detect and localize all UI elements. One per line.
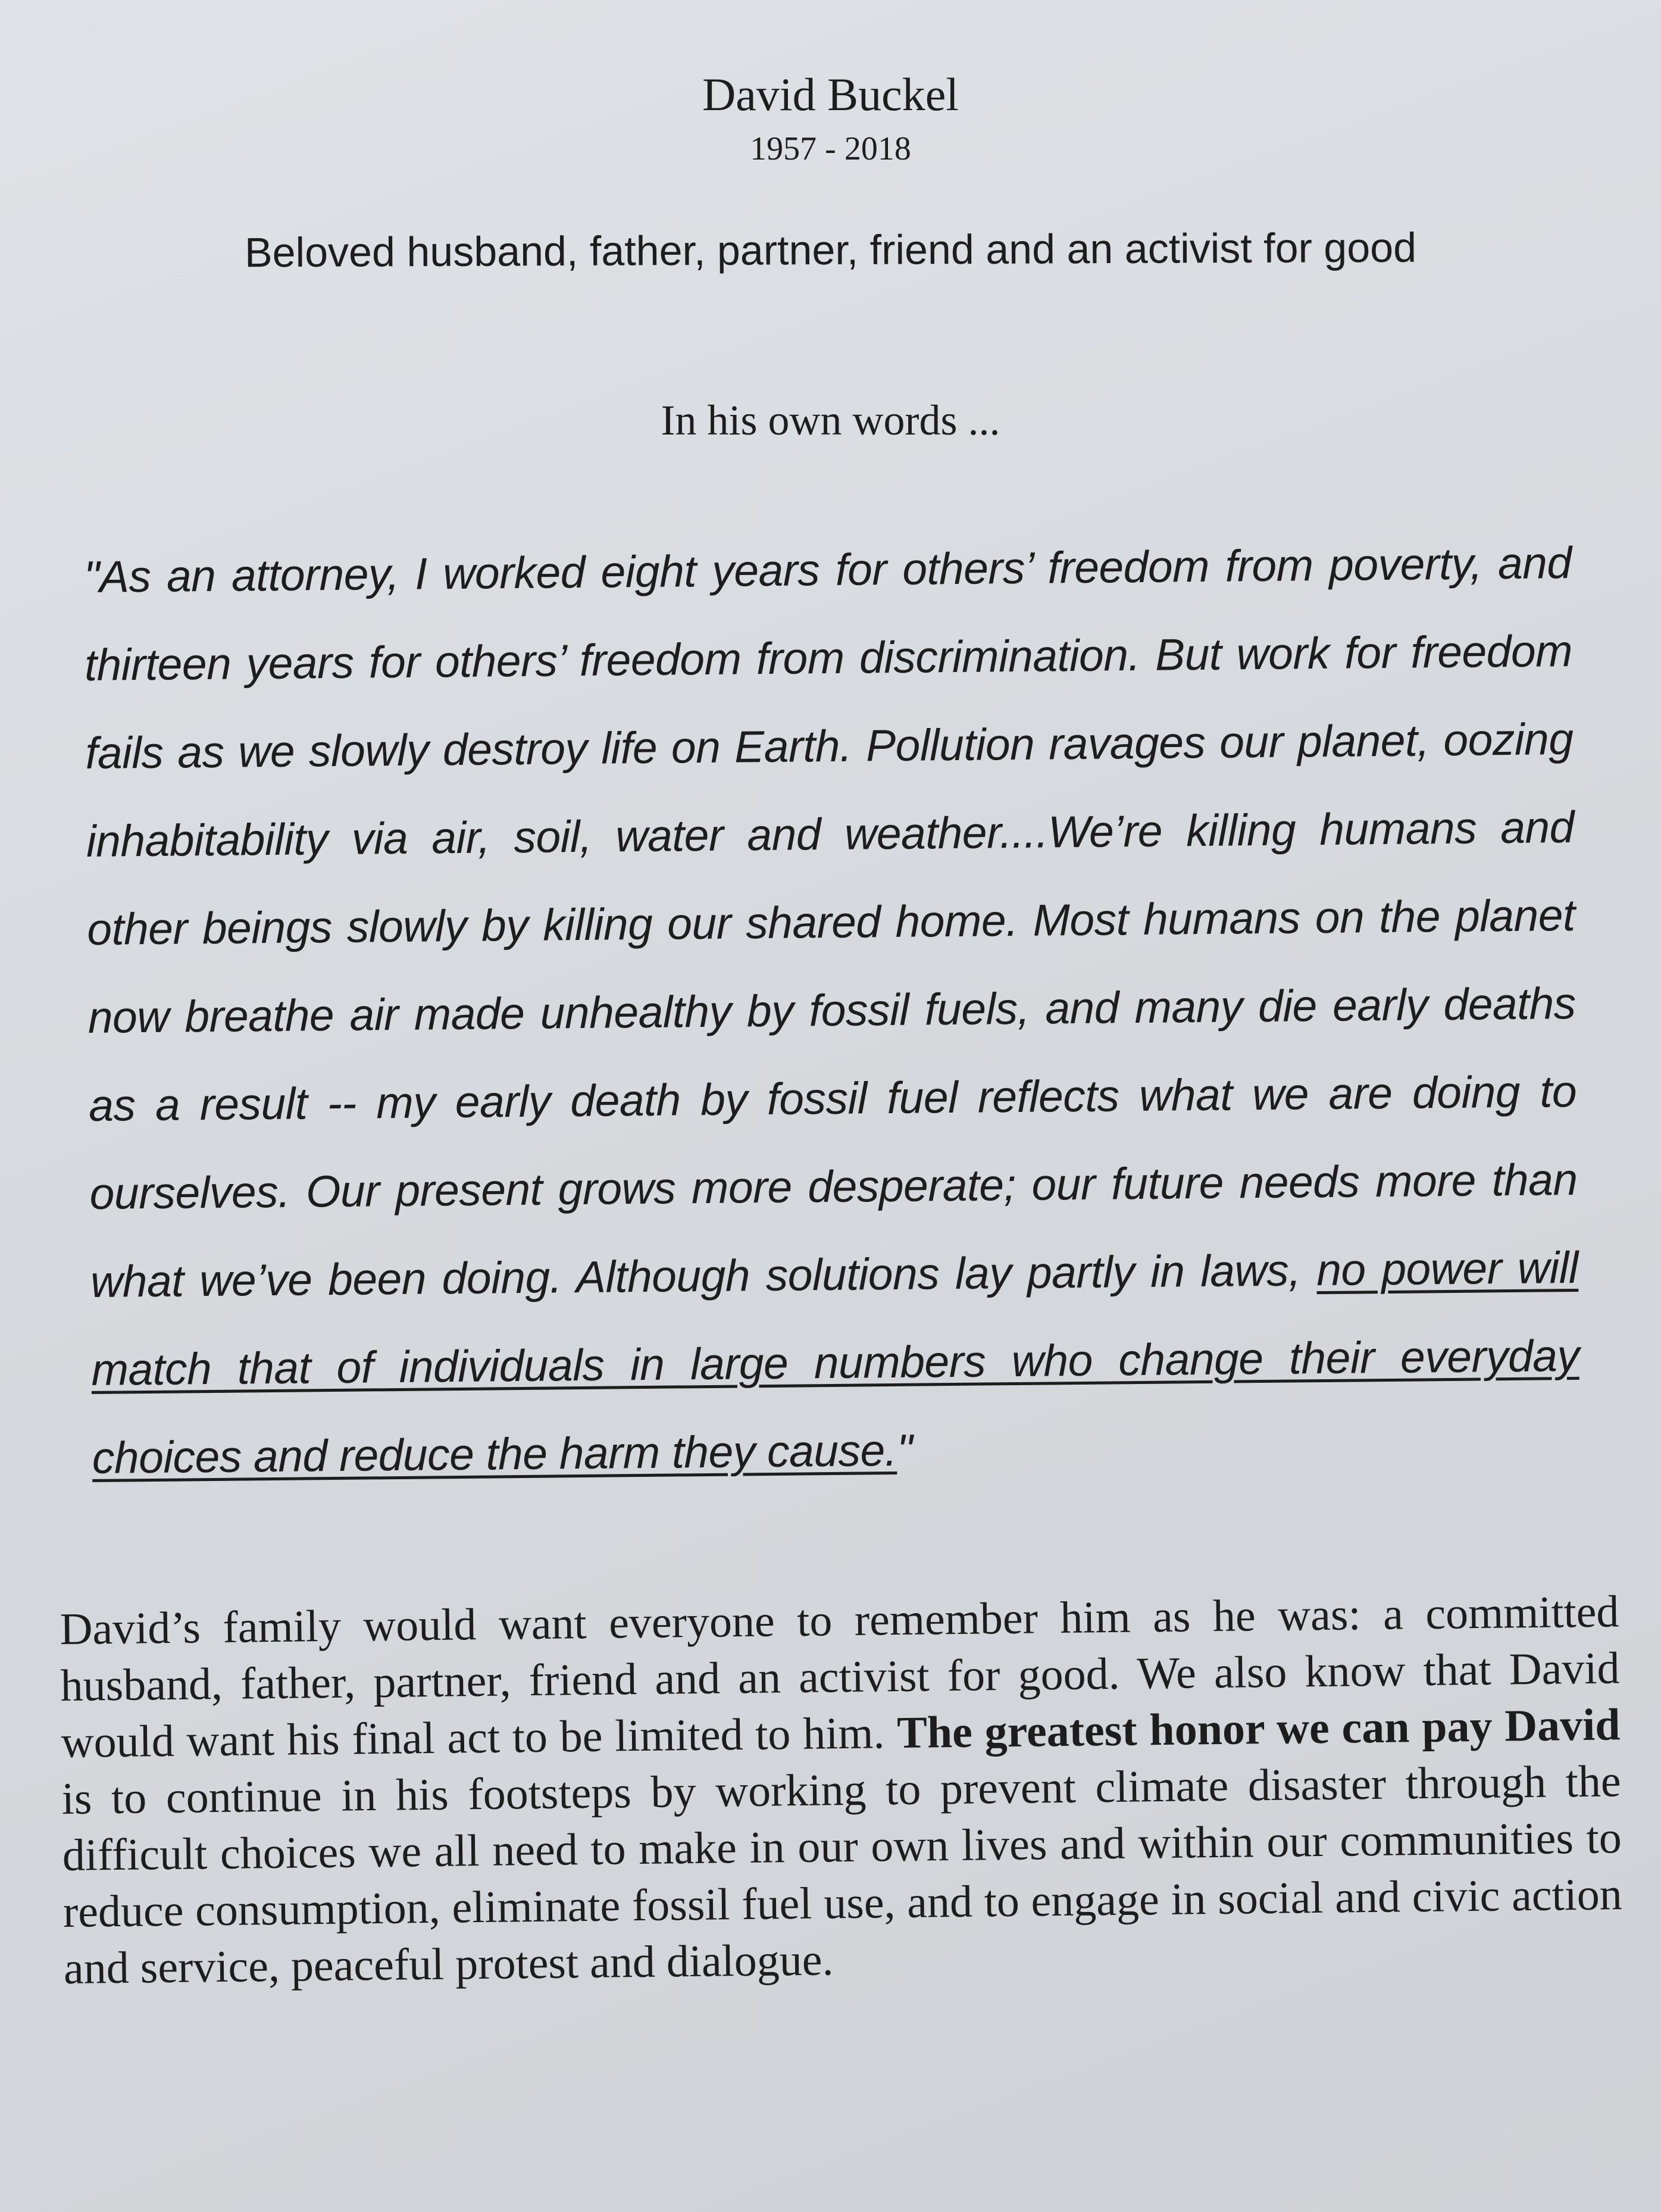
- quote-block: [83, 518, 1581, 1502]
- memorial-name: David Buckel: [702, 68, 959, 120]
- quote-underlined-text: no power will match that of individuals in large numbers who change their everyday choices and reduce the harm they cause.: [91, 1242, 1579, 1483]
- quote-closing-mark: ": [896, 1424, 913, 1475]
- quote-intro: In his own words ...: [661, 396, 1000, 444]
- quote-text: "As an attorney, I worked eight years for others’ freedom from poverty, and thirteen years for others’ freedom from discrimination. But work for freedom fails as we slowly destroy life on Earth. Pollution ravages our planet, oozing inhabitability via air, soil, water and weather....We’re killing humans and other beings slowly by killing our shared home. Most humans on the planet now breathe air made unhealthy by fossil fuels, and many die early deaths as a result -- my early death by fossil fuel reflects what we are doing to ourselves. Our present grows more desperate; our future needs more than what we’ve been doing. Although solutions lay partly in laws,: [83, 538, 1578, 1307]
- family-statement: [60, 1583, 1623, 1997]
- family-statement-emphasis: The greatest honor we can pay David: [896, 1699, 1621, 1758]
- life-years: 1957 - 2018: [750, 130, 911, 167]
- family-statement-text: David’s family would want everyone to remember him as he was: a committed husband, father, partner, friend and an activist for good. We also know that David would want his final act to be limited to him.: [60, 1586, 1620, 1767]
- memorial-subtitle: Beloved husband, father, partner, friend and an activist for good: [244, 224, 1417, 276]
- family-statement-text-continued: is to continue in his footsteps by working to prevent climate disaster through the difficult choices we all need to make in our own lives and within our communities to reduce consumption, eliminate fossil fuel use, and to engage in social and civic action and service, peaceful protest and dialogue.: [61, 1756, 1623, 1994]
